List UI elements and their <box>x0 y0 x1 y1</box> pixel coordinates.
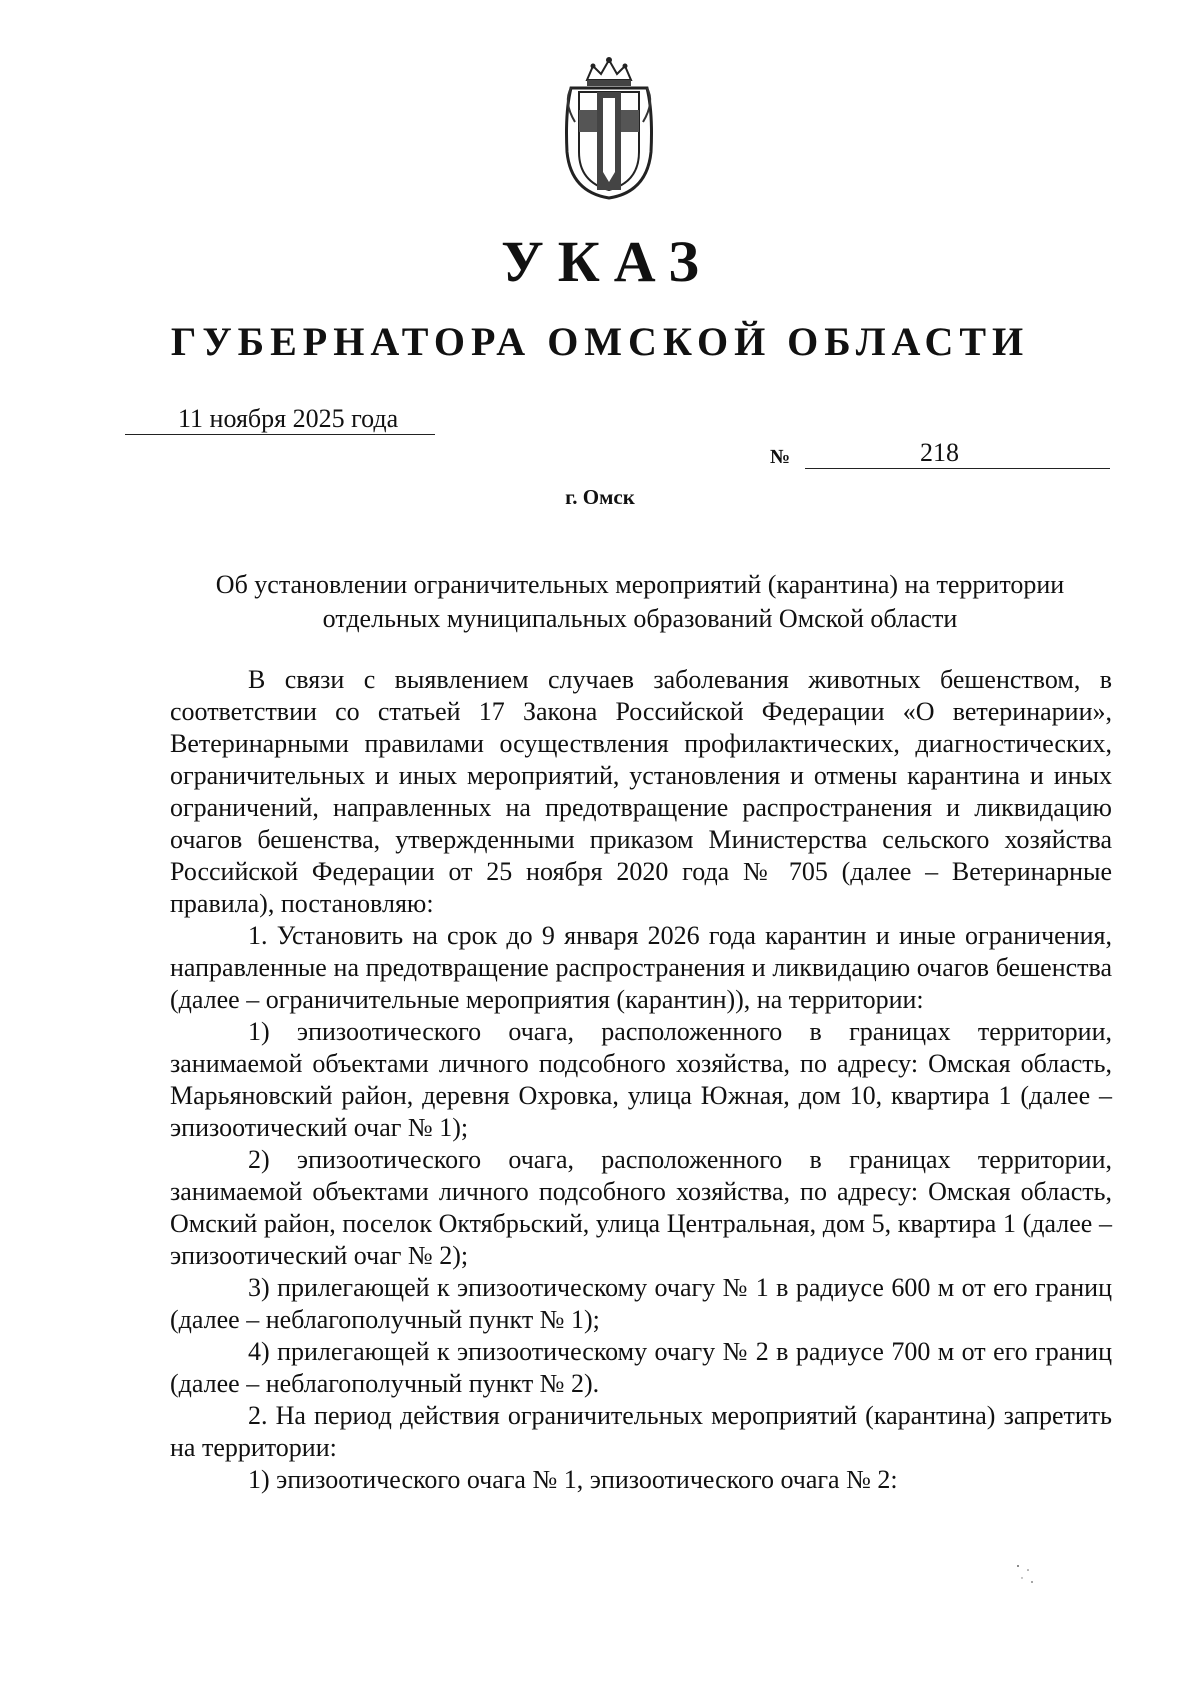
subject-line-2: отдельных муниципальных образований Омской области <box>322 604 958 633</box>
omsk-coat-of-arms-emblem <box>557 52 661 202</box>
number-sign: № <box>770 446 791 468</box>
decree-subject <box>160 568 1120 636</box>
paragraph-clause-1-item-4: 4) прилегающей к эпизоотическому очагу № 2 в радиусе 700 м от его границ (далее – неблагополучный пункт № 2). <box>170 1337 1112 1398</box>
decree-number: 218 <box>920 438 959 467</box>
decree-body <box>170 664 1112 1496</box>
decree-date: 11 ноября 2025 года <box>178 404 399 433</box>
subject-line-1: Об установлении ограничительных мероприятий (карантина) на территории <box>215 570 1065 599</box>
paragraph-preamble: В связи с выявлением случаев заболевания животных бешенством, в соответствии со статьей 17 Закона Российской Федерации «О ветеринарии», Ветеринарными правилами осуществления профилактических, диагностических, ограничительных и иных мероприятий, установления и отмены карантина и иных ограничений, направленных на предотвращение распространения и ликвидацию очагов бешенства, утвержденными приказом Министерства сельского хозяйства Российской Федерации от 25 ноября 2020 года № 705 (далее – Ветеринарные правила), постановляю: <box>170 665 1112 918</box>
paragraph-clause-1-item-1: 1) эпизоотического очага, расположенного в границах территории, занимаемой объектами личного подсобного хозяйства, по адресу: Омская область, Марьяновский район, деревня Охровка, улица Южная, дом 10, квартира 1 (далее – эпизоотический очаг № 1); <box>170 1017 1112 1142</box>
date-underline <box>125 434 435 435</box>
paragraph-clause-2: 2. На период действия ограничительных мероприятий (карантина) запретить на территории: <box>170 1401 1112 1462</box>
paragraph-clause-1: 1. Установить на срок до 9 января 2026 года карантин и иные ограничения, направленные на предотвращение распространения и ликвидацию очагов бешенства (далее – ограничительные мероприятия (карантин)), на территории: <box>170 921 1112 1014</box>
decree-title: УКАЗ <box>501 229 713 294</box>
scan-specks <box>1010 1560 1040 1590</box>
number-underline <box>805 468 1110 469</box>
paragraph-clause-1-item-3: 3) прилегающей к эпизоотическому очагу № 1 в радиусе 600 м от его границ (далее – неблагополучный пункт № 1); <box>170 1273 1112 1334</box>
paragraph-clause-2-item-1: 1) эпизоотического очага № 1, эпизоотического очага № 2: <box>248 1465 898 1494</box>
decree-issuer: ГУБЕРНАТОРА ОМСКОЙ ОБЛАСТИ <box>170 319 1030 364</box>
decree-city: г. Омск <box>565 485 635 509</box>
paragraph-clause-1-item-2: 2) эпизоотического очага, расположенного в границах территории, занимаемой объектами личного подсобного хозяйства, по адресу: Омская область, Омский район, поселок Октябрьский, улица Центральная, дом 5, квартира 1 (далее – эпизоотический очаг № 2); <box>170 1145 1112 1270</box>
